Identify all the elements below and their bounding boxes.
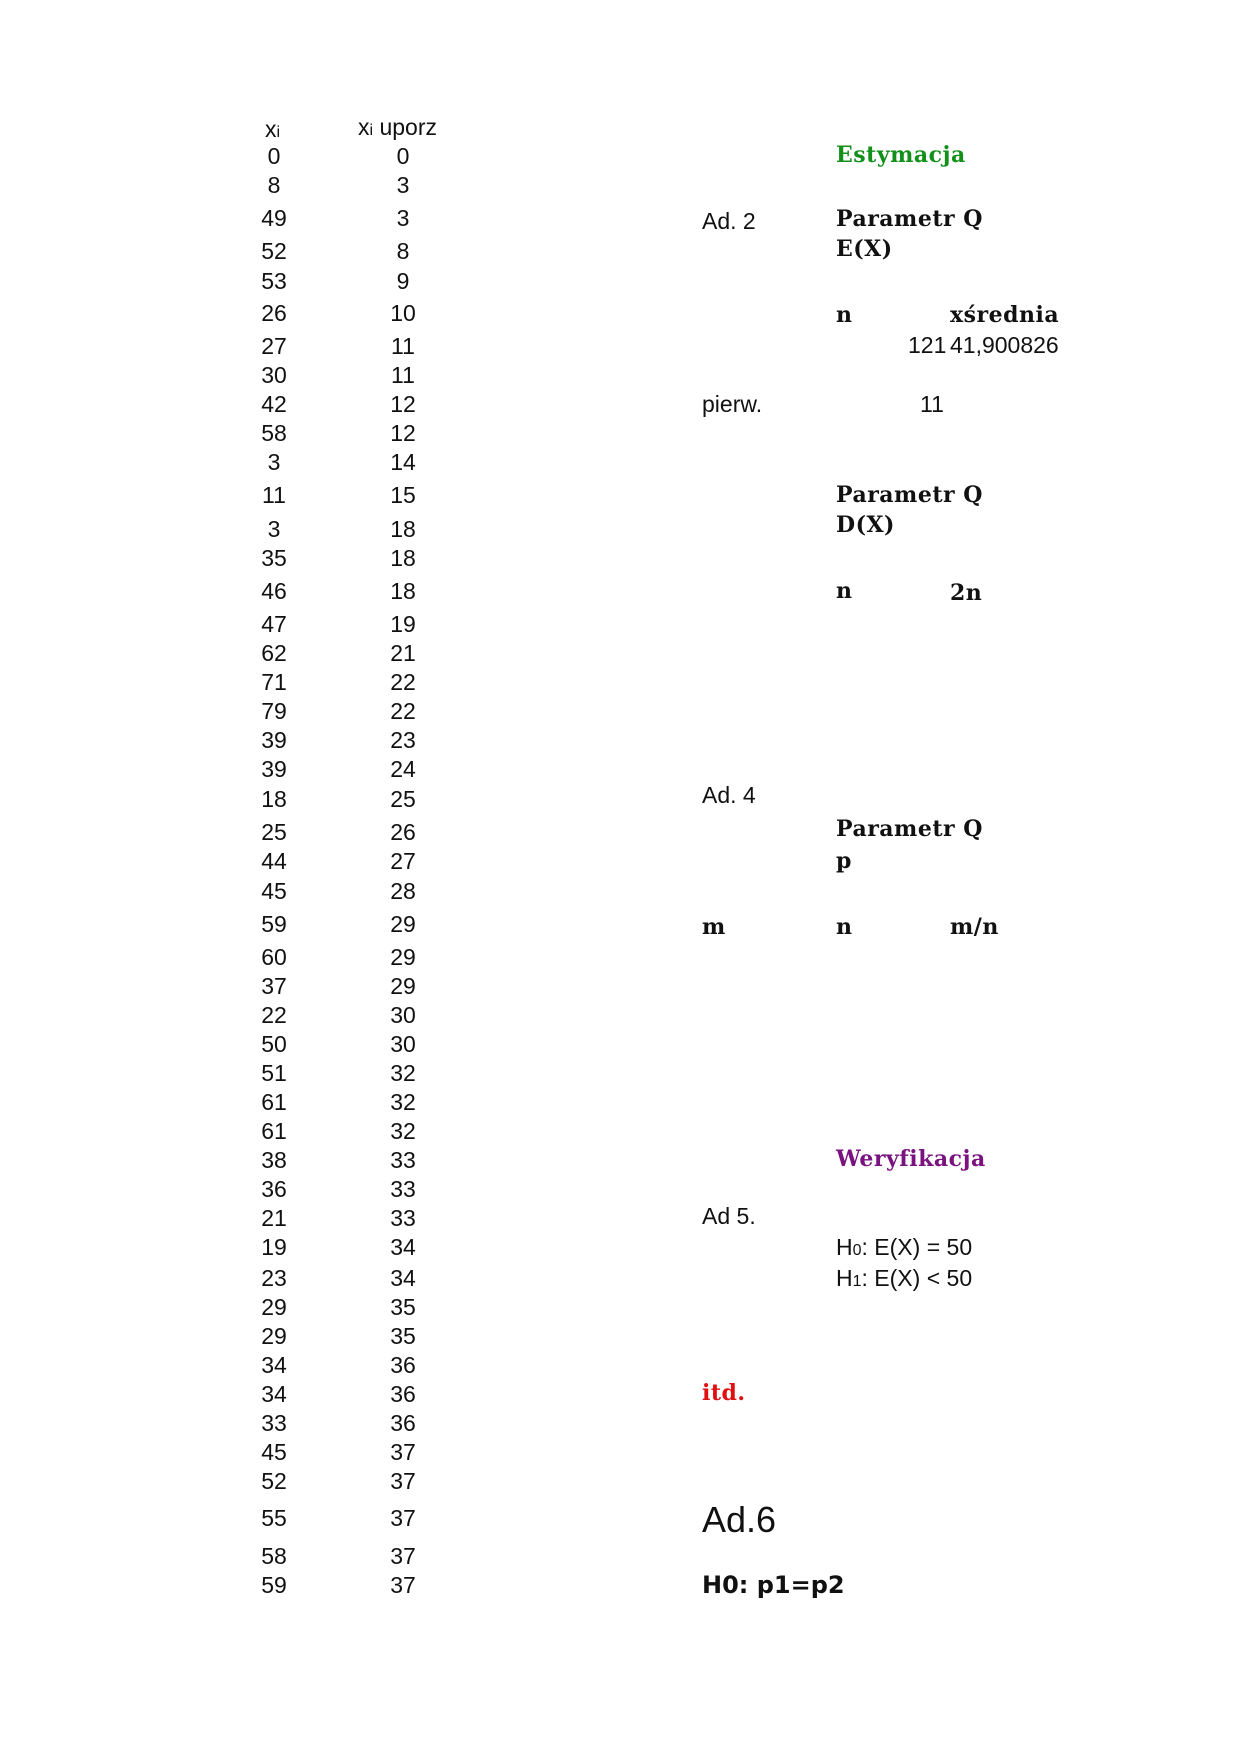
- sorted-cell: 14: [390, 449, 416, 475]
- xi-header-main: x: [265, 116, 277, 142]
- sorted-cell: 22: [390, 698, 416, 724]
- ex-label: E(X): [836, 236, 893, 262]
- xi-cell: 35: [261, 545, 287, 571]
- sorted-column-header: [358, 116, 437, 139]
- estymacja-heading: Estymacja: [836, 142, 966, 168]
- sorted-cell: 33: [390, 1147, 416, 1173]
- m-label: m: [702, 914, 726, 940]
- xi-cell: 55: [261, 1505, 287, 1531]
- sorted-cell: 33: [390, 1176, 416, 1202]
- xi-cell: 3: [267, 516, 281, 542]
- n-value: 121: [908, 332, 947, 358]
- xi-cell: 42: [261, 391, 287, 417]
- sorted-cell: 11: [391, 333, 415, 359]
- xi-cell: 34: [261, 1352, 287, 1378]
- sorted-cell: 34: [390, 1265, 416, 1291]
- parametr-q-label-1: Parametr Q: [836, 206, 983, 232]
- xi-cell: 49: [261, 205, 287, 231]
- sorted-header-rest: uporz: [373, 114, 437, 140]
- sorted-cell: 9: [396, 268, 410, 294]
- h1-rest: : E(X) < 50: [861, 1265, 973, 1291]
- sorted-cell: 37: [390, 1505, 416, 1531]
- sorted-cell: 37: [390, 1468, 416, 1494]
- xi-cell: 11: [262, 482, 286, 508]
- xi-cell: 25: [261, 819, 287, 845]
- xi-cell: 21: [261, 1205, 287, 1231]
- xi-cell: 44: [261, 848, 287, 874]
- h1-sub: 1: [852, 1273, 862, 1290]
- sorted-cell: 30: [390, 1002, 416, 1028]
- xi-cell: 29: [261, 1294, 287, 1320]
- xi-cell: 36: [261, 1176, 287, 1202]
- xi-cell: 3: [267, 449, 281, 475]
- h0-proportion-hypothesis: H0: p1=p2: [702, 1571, 845, 1599]
- xi-cell: 53: [261, 268, 287, 294]
- sorted-cell: 29: [390, 911, 416, 937]
- sorted-cell: 3: [396, 172, 410, 198]
- xi-cell: 45: [261, 1439, 287, 1465]
- xsrednia-label: xśrednia: [950, 302, 1060, 328]
- sorted-cell: 10: [390, 300, 416, 326]
- sorted-cell: 29: [390, 973, 416, 999]
- xi-cell: 58: [261, 420, 287, 446]
- sorted-header-main: x: [358, 114, 370, 140]
- n-label-3: n: [836, 914, 853, 940]
- sorted-cell: 26: [390, 819, 416, 845]
- sorted-cell: 33: [390, 1205, 416, 1231]
- twon-label: 2n: [950, 580, 983, 606]
- xi-cell: 47: [261, 611, 287, 637]
- xi-cell: 61: [261, 1118, 287, 1144]
- xi-cell: 19: [261, 1234, 287, 1260]
- sorted-cell: 27: [390, 848, 416, 874]
- xi-cell: 62: [261, 640, 287, 666]
- xi-cell: 37: [261, 973, 287, 999]
- sorted-cell: 18: [390, 516, 416, 542]
- xi-cell: 18: [261, 786, 287, 812]
- xi-cell: 58: [261, 1543, 287, 1569]
- sorted-cell: 36: [390, 1410, 416, 1436]
- xi-cell: 50: [261, 1031, 287, 1057]
- sorted-cell: 28: [390, 878, 416, 904]
- sorted-cell: 12: [390, 420, 416, 446]
- xi-cell: 39: [261, 756, 287, 782]
- sorted-cell: 36: [390, 1381, 416, 1407]
- parametr-q-label-2: Parametr Q: [836, 482, 983, 508]
- xi-cell: 79: [261, 698, 287, 724]
- p-label: p: [836, 848, 852, 874]
- sorted-cell: 30: [390, 1031, 416, 1057]
- xi-cell: 22: [261, 1002, 287, 1028]
- xi-cell: 71: [261, 669, 287, 695]
- xi-cell: 23: [261, 1265, 287, 1291]
- sorted-cell: 12: [390, 391, 416, 417]
- mn-label: m/n: [950, 914, 999, 940]
- xi-cell: 52: [261, 238, 287, 264]
- xi-cell: 51: [261, 1060, 287, 1086]
- sorted-cell: 0: [396, 143, 410, 169]
- parametr-q-label-3: Parametr Q: [836, 816, 983, 842]
- sorted-cell: 37: [390, 1439, 416, 1465]
- sorted-cell: 23: [390, 727, 416, 753]
- xi-cell: 60: [261, 944, 287, 970]
- xi-cell: 8: [267, 172, 281, 198]
- sorted-cell: 15: [390, 482, 416, 508]
- xi-cell: 46: [261, 578, 287, 604]
- ad4-label: Ad. 4: [702, 782, 756, 808]
- xi-cell: 34: [261, 1381, 287, 1407]
- sorted-cell: 11: [391, 362, 415, 388]
- h1-main: H: [836, 1265, 853, 1291]
- xi-cell: 59: [261, 1572, 287, 1598]
- xi-cell: 39: [261, 727, 287, 753]
- h0-main: H: [836, 1234, 853, 1260]
- pierw-label: pierw.: [702, 391, 763, 417]
- sorted-cell: 32: [390, 1118, 416, 1144]
- xi-cell: 61: [261, 1089, 287, 1115]
- sorted-cell: 35: [390, 1323, 416, 1349]
- xi-cell: 30: [261, 362, 287, 388]
- n-label-1: n: [836, 302, 853, 328]
- xi-cell: 33: [261, 1410, 287, 1436]
- sorted-cell: 19: [390, 611, 416, 637]
- dx-label: D(X): [836, 512, 895, 538]
- xi-header-sub: i: [276, 124, 281, 141]
- xi-cell: 59: [261, 911, 287, 937]
- xi-column-header: [265, 118, 280, 141]
- h0-rest: : E(X) = 50: [861, 1234, 973, 1260]
- xi-cell: 52: [261, 1468, 287, 1494]
- ad5-label: Ad 5.: [702, 1203, 756, 1229]
- sorted-cell: 35: [390, 1294, 416, 1320]
- mean-value: 41,900826: [950, 332, 1059, 358]
- sorted-cell: 32: [390, 1060, 416, 1086]
- n-label-2: n: [836, 578, 853, 604]
- xi-cell: 38: [261, 1147, 287, 1173]
- sorted-header-sub: i: [369, 122, 374, 139]
- xi-cell: 45: [261, 878, 287, 904]
- sorted-cell: 37: [390, 1543, 416, 1569]
- xi-cell: 26: [261, 300, 287, 326]
- sorted-cell: 37: [390, 1572, 416, 1598]
- sorted-cell: 32: [390, 1089, 416, 1115]
- pierw-value: 11: [920, 391, 944, 417]
- weryfikacja-heading: Weryfikacja: [836, 1146, 986, 1172]
- h1-hypothesis: [836, 1267, 972, 1290]
- sorted-cell: 3: [396, 205, 410, 231]
- sorted-cell: 22: [390, 669, 416, 695]
- xi-cell: 27: [261, 333, 287, 359]
- sorted-cell: 36: [390, 1352, 416, 1378]
- sorted-cell: 24: [390, 756, 416, 782]
- itd-label: itd.: [702, 1380, 746, 1406]
- xi-cell: 0: [267, 143, 281, 169]
- sorted-cell: 18: [390, 545, 416, 571]
- sorted-cell: 18: [390, 578, 416, 604]
- sorted-cell: 8: [396, 238, 410, 264]
- h0-sub: 0: [852, 1242, 862, 1259]
- sorted-cell: 21: [390, 640, 416, 666]
- ad6-label: Ad.6: [702, 1499, 777, 1540]
- sorted-cell: 25: [390, 786, 416, 812]
- ad2-label: Ad. 2: [702, 208, 756, 234]
- sorted-cell: 34: [390, 1234, 416, 1260]
- sorted-cell: 29: [390, 944, 416, 970]
- h0-hypothesis: [836, 1236, 972, 1259]
- xi-cell: 29: [261, 1323, 287, 1349]
